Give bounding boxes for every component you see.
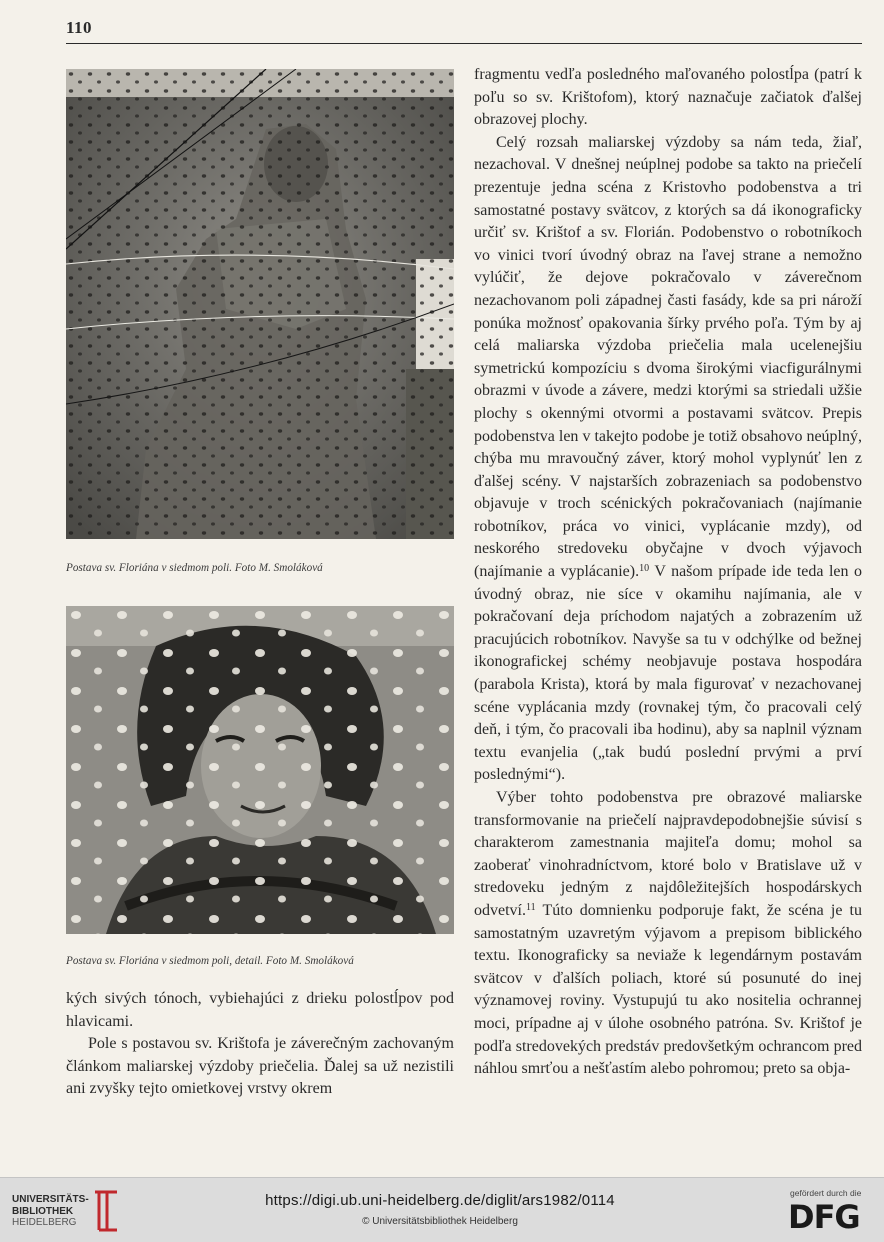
right-paragraph-3-text: Výber tohto podobenstva pre obrazové maliarske transformovanie na priečelí najpravdepodobnejšie súvisí s charakterom zamestnania majiteľa domu; mohol sa zaoberať vinohradníctvom, ktoré bolo v Bratislave už v stredoveku jedným z najdôležitejších hospodárskych odvetví.: [474, 789, 862, 919]
right-paragraph-2-cont: V našom prípade ide teda len o úvodný obraz, nie síce v okamihu najímania, ale v pokračovaní deja príchodom najatých a zobrazením už pracujúcich robotníkov. Navyše sa tu v odchýlke od bežnej ikonografickej schémy neobjavuje postava hospodára (parabola Krista), ktorá by mala figurovať v nezachovanej scéne vyplácania mzdy (rovnakej tým, čo pracovali celý deň, i tým, čo pracovali iba hodinu), aby sa naplnil význam textu evanjelia („tak budú poslední prvými a prví poslednými“).: [474, 563, 863, 784]
photo2-caption: Postava sv. Floriána v siedmom poli, detail. Foto M. Smoláková: [66, 955, 354, 967]
right-paragraph-3: [474, 787, 862, 1081]
right-paragraph-2: [474, 132, 862, 787]
left-paragraph-1: kých sivých tónoch, vybiehajúci z drieku polostĺpov pod hlavicami.: [66, 990, 454, 1030]
left-column-text: [66, 988, 454, 1101]
ub-heidelberg-logo[interactable]: [12, 1194, 89, 1229]
page-number: 110: [66, 18, 93, 37]
right-paragraph-2-text: Celý rozsah maliarskej výzdoby sa nám teda, žiaľ, nezachoval. V dnešnej neúplnej podobe sa takto na priečelí prezentuje jedna scéna z Kristovho podobenstva a tri samostatné postavy svätcov, z ktorých sa dá ikonograficky určiť sv. Krištof a sv. Florián. Podobenstvo o robotníkoch vo vinici tvorí úvodný obraz na ľavej strane a nemožno vylúčiť, že dejove pokračovalo v záverečnom nezachovanom poli západnej časti fasády, kde sa pri nároží ponúka možnosť opakovania šírky prvého poľa. Tým by aj celá maliarska výzdoba priečelia mala ucelenejšiu symetrickú kompozíciu s dvoma širokými viacfigurálnymi obrazmi v úvode a závere, medzi ktorými sa striedali užšie plochy s okennými otvormi a postavami svätcov. Prepis podobenstva len v takejto podobe je totiž obsahovo neúplný, chýba mu mravoučný záver, ktorý mohol vyplynúť len z ďalšej scény. V najstarších zobrazeniach sa podobenstvo objavuje v troch scénických pokračovaniach (najímanie robotníkov, práca vo vinici, vyplácanie mzdy), od neskorého stredoveku obyčajne v dvoch výjavoch (najímanie a vyplácanie).: [474, 133, 862, 581]
right-paragraph-3-cont: Túto domnienku podporuje fakt, že scéna je tu samostatným uzavretým výjavom a prepisom biblického textu. Ikonograficky sa neviaže k legendárnym postavám svätcov v ďalších poliach, ktoré sú posunuté do inej významovej roviny. Vystupujú tu ako nositelia ochrannej moci, prípadne aj v úlohe osobného patróna. Sv. Krištof je podľa stredovekých predstáv predovšetkým ochrancom pred náhlou smrťou a nešťastím alebo pohromou; preto sa obja-: [474, 901, 862, 1078]
right-paragraph-1: fragmentu vedľa posledného maľovaného polostĺpa (patrí k poľu so sv. Krištofom), ktorý naznačuje začiatok ďalšej obrazovej plochy.: [474, 66, 862, 129]
permalink-url[interactable]: https://digi.ub.uni-heidelberg.de/diglit/ars1982/0114: [265, 1192, 615, 1209]
left-paragraph-2: Pole s postavou sv. Krištofa je záverečným zachovaným článkom maliarskej výzdoby priečelia. Ďalej sa už nezistili ani zvyšky tejto omietkovej vrstvy okrem: [66, 1035, 454, 1098]
photo-st-florian-detail: [66, 606, 454, 934]
photo1-caption: Postava sv. Floriána v siedmom poli. Foto M. Smoláková: [66, 562, 323, 574]
footnote-ref-10: 10: [639, 563, 650, 575]
logo-line-1: UNIVERSITÄTS-: [12, 1194, 89, 1205]
logo-line-2: BIBLIOTHEK: [12, 1205, 74, 1217]
photo-st-florian-full: [66, 69, 454, 539]
fresco-detail-image: [66, 606, 454, 934]
funded-by-label: gefördert durch die: [790, 1188, 862, 1198]
ub-logo-mark-icon: [91, 1186, 123, 1234]
fresco-figure-image: [66, 69, 454, 539]
dfg-logo[interactable]: DFG: [788, 1198, 860, 1236]
copyright-notice: © Universitätsbibliothek Heidelberg: [362, 1216, 518, 1227]
footer-bar: [0, 1177, 884, 1242]
right-column-text: [474, 64, 862, 1081]
logo-line-3: HEIDELBERG: [12, 1217, 77, 1228]
header-rule: [66, 43, 862, 44]
footnote-ref-11: 11: [526, 901, 536, 913]
